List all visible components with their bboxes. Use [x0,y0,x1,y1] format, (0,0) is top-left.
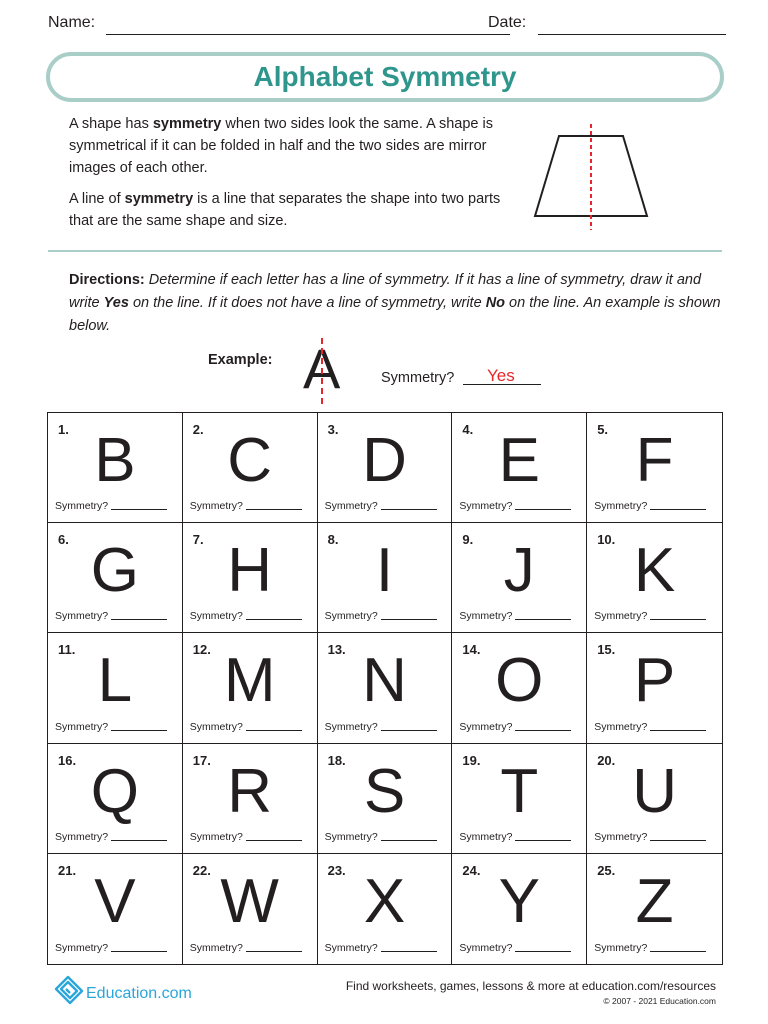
letter-cell[interactable] [183,633,318,743]
letter-cell[interactable] [452,854,587,964]
cell-letter: U [632,756,677,826]
symmetry-question [55,610,167,622]
letter-cell[interactable] [183,744,318,854]
symmetry-question [55,831,167,843]
letter-cell[interactable] [183,523,318,633]
cell-number: 23. [327,862,346,878]
directions [69,269,729,338]
symmetry-answer-field[interactable] [111,509,167,510]
cell-letter: V [94,866,136,936]
cell-letter: F [635,426,674,495]
cell-number: 20. [597,752,616,768]
symmetry-question [55,721,167,733]
letter-grid [47,412,723,965]
symmetry-question [325,500,437,512]
intro-p2-keyword: symmetry [124,191,194,207]
symmetry-label: Symmetry? [189,720,243,733]
intro-p1-start: A shape has [69,116,153,132]
cell-number: 24. [462,862,481,878]
letter-cell[interactable] [318,633,453,743]
symmetry-answer-field[interactable] [381,951,437,952]
letter-cell[interactable] [48,633,183,743]
symmetry-label: Symmetry? [594,941,648,954]
cell-letter: N [362,646,407,716]
letter-cell[interactable] [318,523,453,633]
directions-text-1: Determine if each letter has a line of symmetry. If it has a line of symmetry, draw it and write [69,272,702,311]
cell-letter: D [362,426,407,495]
letter-cell[interactable] [318,744,453,854]
symmetry-question [594,721,706,733]
symmetry-question [594,500,706,512]
symmetry-label: Symmetry? [189,830,243,843]
intro-p1-end: when two sides look the same. A shape is symmetrical if it can be folded in half and the two sides are mirror images of each other. [69,116,493,176]
letter-cell[interactable] [48,744,183,854]
cell-number: 16. [58,752,77,768]
cell-letter: Q [90,756,140,826]
cell-letter: R [227,756,273,826]
symmetry-answer-field[interactable] [650,951,706,952]
trapezoid-diagram [528,122,658,234]
symmetry-question [190,942,302,954]
letter-cell[interactable] [452,633,587,743]
symmetry-question [594,942,706,954]
symmetry-label: Symmetry? [594,610,648,623]
education-logo-icon [52,972,86,1006]
cell-number: 7. [192,532,204,548]
symmetry-answer-field[interactable] [111,730,167,731]
page-title: Alphabet Symmetry [253,61,517,92]
cell-number: 13. [327,642,346,658]
letter-cell[interactable] [183,854,318,964]
symmetry-label: Symmetry? [459,830,513,843]
symmetry-label: Symmetry? [594,720,648,733]
symmetry-label: Symmetry? [459,941,513,954]
cell-letter: E [498,426,540,495]
cell-number: 22. [192,862,211,878]
education-logo[interactable] [52,972,212,1006]
date-field[interactable] [538,34,726,35]
symmetry-label: Symmetry? [594,500,648,513]
cell-letter: P [633,646,676,716]
cell-letter: K [633,536,676,606]
cell-number: 1. [58,422,69,437]
cell-number: 10. [597,532,616,548]
intro-paragraph-1 [69,113,509,179]
cell-number: 3. [327,422,339,437]
symmetry-answer-field[interactable] [111,951,167,952]
letter-cell[interactable] [318,854,453,964]
symmetry-question [325,942,437,954]
cell-number: 18. [327,752,346,768]
symmetry-answer-field[interactable] [246,951,302,952]
cell-number: 14. [462,642,481,658]
intro-p2-start: A line of [69,191,125,207]
symmetry-answer-field[interactable] [381,509,437,510]
symmetry-answer-field[interactable] [650,730,706,731]
directions-label: Directions: [69,272,145,288]
symmetry-answer-field[interactable] [515,509,571,510]
cell-letter: J [503,536,535,606]
symmetry-label: Symmetry? [324,941,378,954]
symmetry-question [459,721,571,733]
intro-p2-end: is a line that separates the shape into two parts that are the same shape and size. [69,191,501,229]
symmetry-question [190,721,302,733]
symmetry-answer-field[interactable] [650,509,706,510]
directions-text-2: on the line. If it does not have a line of symmetry, write [128,295,486,311]
date-label: Date: [488,14,527,31]
symmetry-question [190,500,302,512]
cell-letter: B [94,426,136,495]
letter-cell[interactable] [587,523,722,633]
symmetry-question [55,500,167,512]
symmetry-answer-field[interactable] [246,509,302,510]
symmetry-answer-field[interactable] [515,619,571,620]
symmetry-question [459,942,571,954]
symmetry-label: Symmetry? [189,500,243,513]
symmetry-answer-field[interactable] [515,840,571,841]
symmetry-answer-field[interactable] [381,619,437,620]
symmetry-answer-field[interactable] [246,840,302,841]
symmetry-question [325,721,437,733]
symmetry-label: Symmetry? [55,720,109,733]
example-question: Symmetry? [381,370,455,386]
title-banner [46,52,724,102]
letter-cell[interactable] [587,413,722,523]
symmetry-label: Symmetry? [189,610,243,623]
symmetry-question [325,610,437,622]
letter-cell[interactable] [587,744,722,854]
symmetry-question [459,500,571,512]
name-label: Name: [48,14,96,31]
symmetry-answer-field[interactable] [650,840,706,841]
symmetry-question [190,831,302,843]
symmetry-question [459,610,571,622]
symmetry-label: Symmetry? [189,941,243,954]
example-symmetry-line [321,338,323,404]
cell-number: 11. [58,642,76,658]
cell-letter: S [363,756,406,826]
symmetry-question [459,831,571,843]
directions-no: No [485,295,506,311]
cell-number: 9. [462,532,474,548]
symmetry-label: Symmetry? [324,610,378,623]
cell-number: 4. [462,422,474,437]
letter-cell[interactable] [452,744,587,854]
cell-number: 6. [58,532,69,548]
letter-cell[interactable] [318,413,453,523]
cell-number: 21. [58,862,77,878]
cell-number: 19. [462,752,481,768]
letter-cell[interactable] [48,413,183,523]
symmetry-answer-field[interactable] [515,730,571,731]
symmetry-answer-field[interactable] [111,619,167,620]
cell-letter: W [220,866,279,936]
symmetry-label: Symmetry? [459,720,513,733]
letter-cell[interactable] [587,854,722,964]
cell-letter: O [495,646,544,716]
cell-letter: Y [498,866,540,936]
cell-letter: L [97,646,133,716]
letter-cell[interactable] [48,523,183,633]
symmetry-label: Symmetry? [55,610,109,623]
example-label: Example: [208,352,273,368]
name-field[interactable] [106,34,510,35]
symmetry-label: Symmetry? [594,830,648,843]
symmetry-question [325,831,437,843]
cell-letter: M [223,646,276,716]
cell-number: 5. [597,422,609,437]
symmetry-answer-field[interactable] [111,840,167,841]
symmetry-label: Symmetry? [324,500,378,513]
symmetry-answer-field[interactable] [381,840,437,841]
symmetry-question [55,942,167,954]
symmetry-answer-field[interactable] [381,730,437,731]
intro-p1-keyword: symmetry [152,116,222,132]
symmetry-question [190,610,302,622]
symmetry-answer-field[interactable] [246,730,302,731]
cell-letter: H [227,536,273,606]
intro-paragraph-2 [69,188,509,232]
symmetry-answer-field[interactable] [515,951,571,952]
letter-cell[interactable] [48,854,183,964]
letter-cell[interactable] [183,413,318,523]
footer-tagline[interactable]: Find worksheets, games, lessons & more at education.com/resources [345,979,716,993]
symmetry-question [594,831,706,843]
education-logo-text: Education.com [86,985,192,1002]
directions-text-3: on the line. An example is shown below. [69,295,721,334]
symmetry-label: Symmetry? [55,830,109,843]
cell-letter: G [90,536,140,606]
example-answer: Yes [487,366,515,385]
cell-number: 2. [192,422,204,437]
cell-letter: T [500,756,539,826]
copyright: © 2007 - 2021 Education.com [603,996,716,1006]
cell-number: 17. [192,752,211,768]
symmetry-answer-field[interactable] [246,619,302,620]
symmetry-label: Symmetry? [55,500,109,513]
cell-number: 12. [192,642,211,658]
symmetry-label: Symmetry? [324,720,378,733]
example-letter: A [303,337,341,400]
cell-letter: Z [635,866,674,936]
cell-letter: I [375,536,394,606]
letter-cell[interactable] [587,633,722,743]
intro-text [69,113,509,241]
symmetry-question [594,610,706,622]
symmetry-label: Symmetry? [324,830,378,843]
symmetry-answer-field[interactable] [650,619,706,620]
cell-number: 15. [597,642,616,658]
cell-number: 25. [597,862,616,878]
symmetry-label: Symmetry? [55,941,109,954]
cell-letter: X [363,866,406,936]
symmetry-label: Symmetry? [459,500,513,513]
section-divider [48,250,722,252]
directions-yes: Yes [103,295,129,311]
cell-number: 8. [327,532,339,548]
symmetry-label: Symmetry? [459,610,513,623]
worksheet-header [48,14,728,38]
letter-cell[interactable] [452,413,587,523]
letter-cell[interactable] [452,523,587,633]
cell-letter: C [227,426,273,495]
